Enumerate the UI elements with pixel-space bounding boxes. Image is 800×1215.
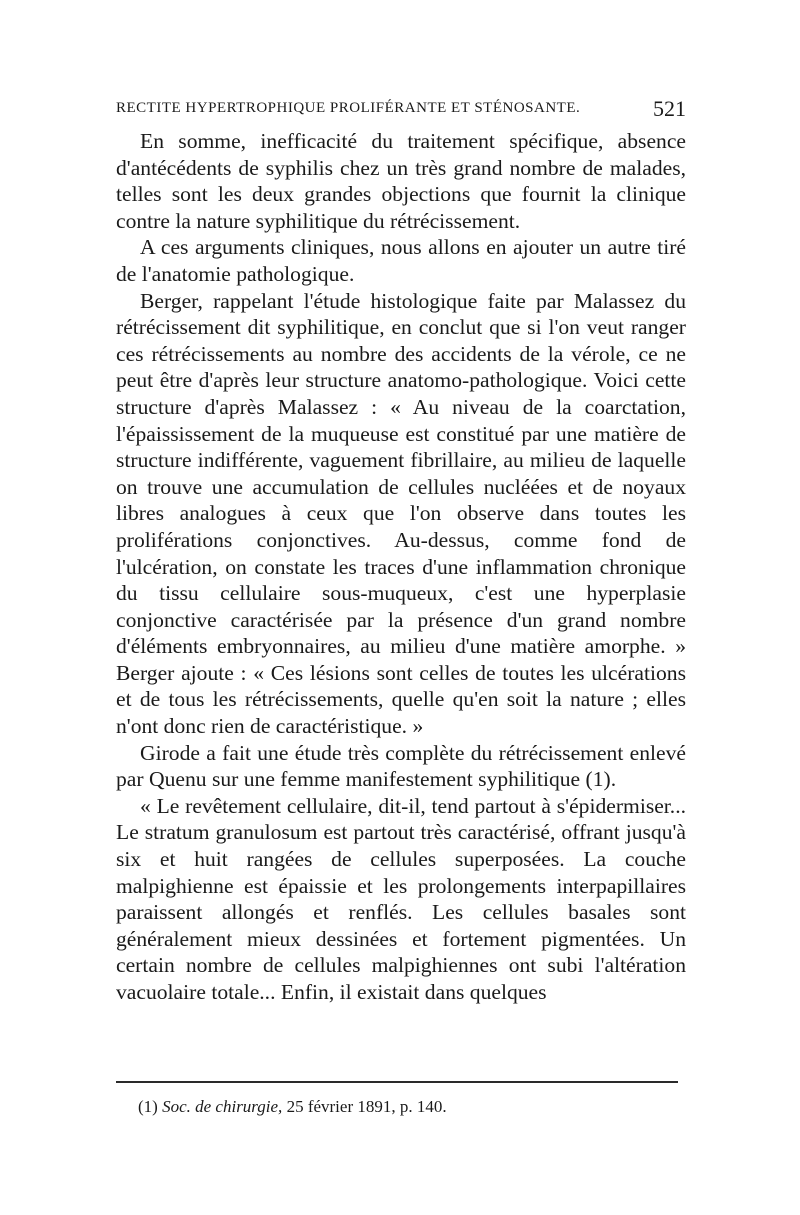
footnote (138, 1097, 678, 1117)
footnote-divider (116, 1081, 678, 1083)
footnote-source: Soc. de chirurgie, (162, 1097, 283, 1116)
body-text (116, 128, 686, 1006)
paragraph-2: A ces arguments cliniques, nous allons en ajouter un autre tiré de l'anatomie pathologique. (116, 235, 686, 286)
footnote-details: 25 février 1891, p. 140. (286, 1097, 447, 1116)
paragraph-4: Girode a fait une étude très complète du rétrécissement enlevé par Quenu sur une femme manifestement syphilitique (1). (116, 740, 686, 792)
footnote-marker: (1) (138, 1097, 158, 1116)
paragraph-1: En somme, inefficacité du traitement spécifique, absence d'antécédents de syphilis chez un très grand nombre de malades, telles sont les deux grandes objections que fournit la clinique contre la nature syphilitique du rétrécissement. (116, 129, 686, 233)
page-number: 521 (653, 96, 686, 121)
paragraph-5: « Le revêtement cellulaire, dit-il, tend partout à s'épidermiser... Le stratum granulosum est partout très caractérisé, offrant jusqu'à six et huit rangées de cellules superposées. La couche malpighienne est épaissie et les prolongements interpapillaires paraissent allongés et renflés. Les cellules basales sont généralement mieux dessinées et fortement pigmentées. Un certain nombre de cellules malpighiennes ont subi l'altération vacuolaire totale... Enfin, il existait dans quelques (116, 793, 686, 1004)
paragraph-3: Berger, rappelant l'étude histologique faite par Malassez du rétrécissement dit syphilitique, en conclut que si l'on veut ranger ces rétrécissements au nombre des accidents de la vérole, ce ne peut être d'après leur structure anatomo-pathologique. Voici cette structure d'après Malassez : « Au niveau de la coarctation, l'épaississement de la muqueuse est constitué par une matière de structure indifférente, vaguement fibrillaire, au milieu de laquelle on trouve une accumulation de cellules nucléées et de noyaux libres analogues à ceux que l'on observe dans toutes les proliférations conjonctives. Au-dessus, comme fond de l'ulcération, on constate les traces d'une inflammation chronique du tissu cellulaire sous-muqueux, c'est une hyperplasie conjonctive caractérisée par la présence d'un grand nombre d'éléments embryonnaires, au milieu d'une matière amorphe. » Berger ajoute : « Ces lésions sont celles de toutes les ulcérations et de tous les rétrécissements, quelle qu'en soit la nature ; elles n'ont donc rien de caractéristique. » (116, 288, 686, 739)
page-header (116, 96, 686, 122)
running-title: RECTITE HYPERTROPHIQUE PROLIFÉRANTE ET STÉNOSANTE. (116, 100, 581, 116)
